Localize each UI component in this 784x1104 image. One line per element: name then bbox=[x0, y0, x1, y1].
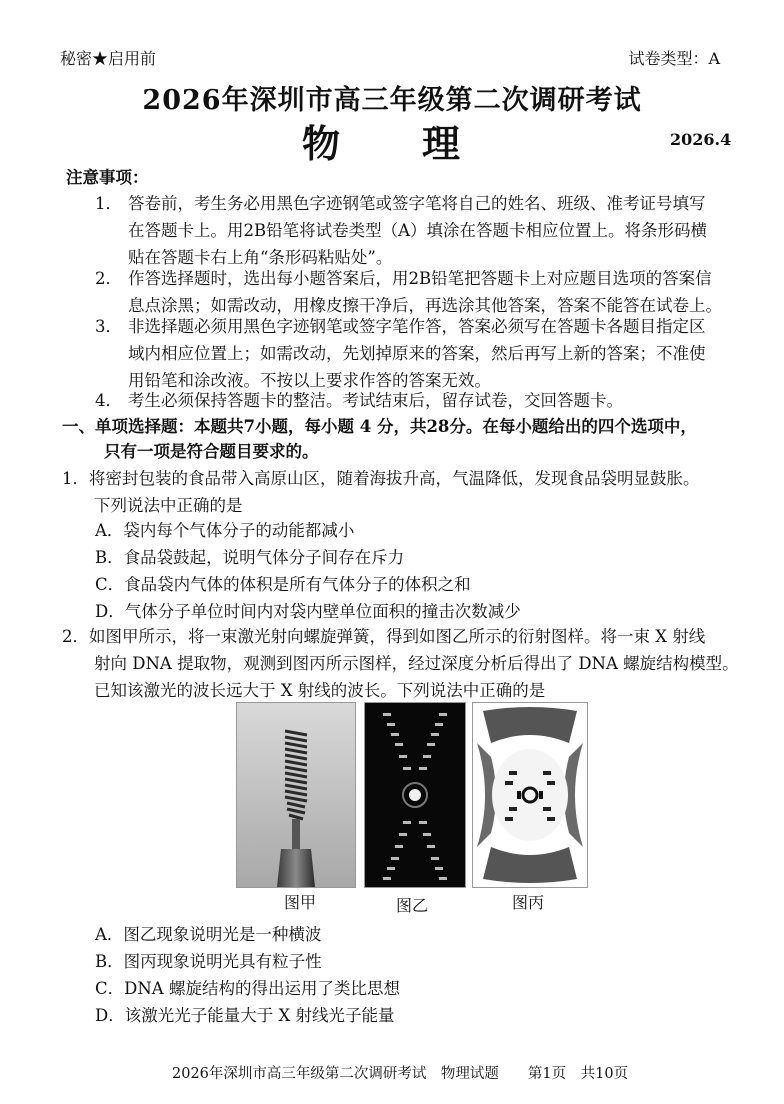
notice-item: 3． 非选择题必须用黑色字迹钢笔或签字笔作答，答案必须写在答题卡各题目指定区 域内相应位置上；如需改动，先划掉原来的答案，然后再写上新的答案；不准使 用铅笔和涂改液。不按以上要求作答的答案无效。 bbox=[95, 317, 706, 390]
dna-xray-icon bbox=[473, 703, 587, 887]
option-a: A．图乙现象说明光是一种横波 bbox=[95, 925, 322, 944]
notice-item: 2． 作答选择题时，选出每小题答案后，用2B铅笔把答题卡上对应题目选项的答案信 息点涂黑；如需改动，用橡皮擦干净后，再选涂其他答案，答案不能答在试卷上。 bbox=[95, 269, 722, 315]
exam-date: 2026.4 bbox=[670, 130, 732, 149]
option-c: C．DNA 螺旋结构的得出运用了类比思想 bbox=[95, 979, 400, 998]
confidential-label: 秘密★启用前 bbox=[60, 49, 157, 68]
exam-title: 2026年深圳市高三年级第二次调研考试 bbox=[142, 85, 642, 116]
section-heading-cont: 只有一项是符合题目要求的。 bbox=[104, 442, 319, 461]
question-2: 2．如图甲所示，将一束激光射向螺旋弹簧，得到如图乙所示的衍射图样。将一束 X 射线 射向 DNA 提取物，观测到图丙所示图样，经过深度分析后得出了 DNA 螺旋结构模型。 已知该激光的波长远大于 X 射线的波长。下列说法中正确的是 bbox=[62, 627, 739, 700]
question-2-options bbox=[95, 921, 400, 1029]
question-1-options bbox=[95, 517, 521, 625]
option-b: B．食品袋鼓起，说明气体分子间存在斥力 bbox=[95, 548, 405, 567]
section-heading: 一、单项选择题：本题共7小题，每小题 4 分，共28分。在每小题给出的四个选项中， bbox=[62, 417, 697, 436]
spring-icon bbox=[237, 703, 355, 887]
question-1: 1．将密封包装的食品带入高原山区，随着海拔升高，气温降低，发现食品袋明显鼓胀。 下列说法中正确的是 bbox=[62, 469, 700, 515]
paper-type-label: 试卷类型：A bbox=[628, 49, 720, 68]
subject-title: 物 理 bbox=[301, 121, 482, 166]
notice-item: 1． 答卷前，考生务必用黑色字迹钢笔或签字笔将自己的姓名、班级、准考证号填写 在答题卡上。用2B铅笔将试卷类型（A）填涂在答题卡相应位置上。将条形码横 贴在答题卡右上角“条形码粘贴处”。 bbox=[95, 194, 708, 267]
figure-bing-dna-pattern bbox=[472, 702, 588, 888]
x-diffraction-icon bbox=[365, 703, 465, 887]
option-d: D．气体分子单位时间内对袋内壁单位面积的撞击次数减少 bbox=[95, 602, 521, 621]
page-footer: 2026年深圳市高三年级第二次调研考试 物理试题 第1页 共10页 bbox=[172, 1066, 629, 1082]
option-c: C．食品袋内气体的体积是所有气体分子的体积之和 bbox=[95, 575, 471, 594]
notice-heading: 注意事项： bbox=[66, 168, 149, 187]
notice-item: 4． 考生必须保持答题卡的整洁。考试结束后，留存试卷，交回答题卡。 bbox=[95, 391, 623, 410]
option-b: B．图丙现象说明光具有粒子性 bbox=[95, 952, 322, 971]
figure-caption-yi: 图乙 bbox=[396, 896, 429, 915]
figure-caption-jia: 图甲 bbox=[284, 893, 317, 912]
figure-yi-diffraction-pattern bbox=[364, 702, 466, 888]
figure-caption-bing: 图丙 bbox=[512, 893, 545, 912]
figure-jia-spring-photo bbox=[236, 702, 356, 888]
option-a: A．袋内每个气体分子的动能都减小 bbox=[95, 521, 355, 540]
option-d: D．该激光光子能量大于 X 射线光子能量 bbox=[95, 1006, 395, 1025]
